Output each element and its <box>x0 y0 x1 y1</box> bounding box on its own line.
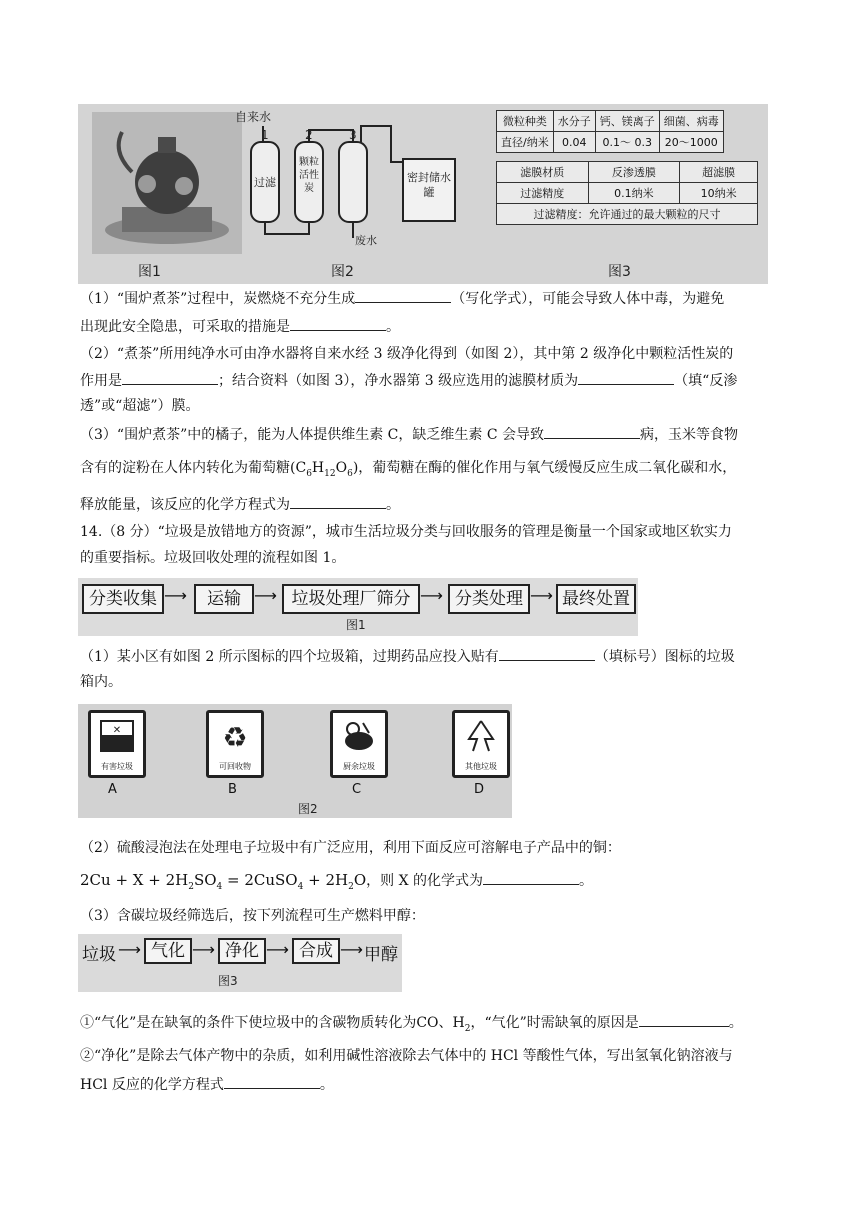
q13-part2-cont: 作用是 ；结合资料（如图 3），净水器第 3 级应选用的滤膜材质为 （填“反渗 <box>80 370 785 391</box>
co-h2-formula: CO、$H_2$ <box>416 1015 471 1034</box>
filter-stage1-label: 过滤 <box>254 176 276 189</box>
q14-sub1: ①“气化”是在缺氧的条件下使垃圾中的含碳物质转化为CO、$H_2$，“气化”时需缺氧的原因是 。 <box>80 1012 785 1039</box>
flow-step: 甲醇 <box>364 945 398 965</box>
tap-water-label: 自来水 <box>235 110 272 124</box>
flow-step: 分类收集 <box>82 584 164 614</box>
glucose-formula: $(C_6H_{12}O_6)$ <box>290 460 359 479</box>
arrow-right-icon: ⟶ <box>254 586 277 605</box>
arrow-right-icon: ⟶ <box>530 586 553 605</box>
hazardous-waste-icon: ✕ 有害垃圾 <box>88 710 146 778</box>
t1-cell: 0.1～ 0.3 <box>595 132 659 153</box>
t2-header: 反渗透膜 <box>588 162 680 183</box>
t1-cell: 直径/纳米 <box>497 132 554 153</box>
arrow-right-icon: ⟶ <box>164 586 187 605</box>
bin-letter: B <box>228 782 237 797</box>
flow-step: 合成 <box>292 938 340 964</box>
arrow-right-icon: ⟶ <box>340 940 363 959</box>
stage3-number: 3 <box>349 128 357 142</box>
q14-intro: 14.（8 分）“垃圾是放错地方的资源”，城市生活垃圾分类与回收服务的管理是衡量一个国家或地区软实力 <box>80 524 732 540</box>
q14-intro-cont: 的重要指标。垃圾回收处理的流程如图 1。 <box>80 550 346 566</box>
q14-part1-cont: 箱内。 <box>80 674 122 690</box>
recycling-flow-figure <box>78 578 638 636</box>
answer-blank[interactable] <box>290 494 386 509</box>
t2-cell: 10纳米 <box>680 183 758 204</box>
tea-stove-photo <box>92 112 242 254</box>
other-waste-icon: 其他垃圾 <box>452 710 510 778</box>
waste-water-label: 废水 <box>355 234 377 247</box>
arrow-right-icon: ⟶ <box>192 940 215 959</box>
membrane-note: 过滤精度：允许通过的最大颗粒的尺寸 <box>497 204 758 225</box>
q14-part1: （1）某小区有如图 2 所示图标的四个垃圾箱，过期药品应投入贴有 （填标号）图标的垃圾 <box>80 646 785 667</box>
answer-blank[interactable] <box>290 316 386 331</box>
q13-part1: （1）“围炉煮茶”过程中，炭燃烧不充分生成 （写化学式），可能会导致人体中毒，为避免 <box>80 288 785 309</box>
svg-text:♻: ♻ <box>222 721 248 754</box>
q13-part2-end: 透”或“超滤”）膜。 <box>80 398 200 414</box>
recyclable-icon: ♻ 可回收物 <box>206 710 264 778</box>
fig1-label: 图1 <box>138 264 161 280</box>
kitchen-waste-icon: 厨余垃圾 <box>330 710 388 778</box>
fig3-label: 图3 <box>608 264 631 280</box>
bin-letter: C <box>352 782 362 797</box>
q13-part2: （2）“煮茶”所用纯净水可由净水器将自来水经 3 级净化得到（如图 2），其中第 2 级净化中颗粒活性炭的 <box>80 346 734 362</box>
bin-letter: D <box>474 782 485 797</box>
flow-step: 垃圾处理厂筛分 <box>282 584 420 614</box>
t2-header: 滤膜材质 <box>497 162 589 183</box>
bins-figure-label: 图2 <box>298 802 318 816</box>
q14-part3: （3）含碳垃圾经筛选后，按下列流程可生产燃料甲醇： <box>80 908 425 924</box>
answer-blank[interactable] <box>122 370 218 385</box>
t1-header: 水分子 <box>553 111 595 132</box>
q14-sub2: ②“净化”是除去气体产物中的杂质，如利用碱性溶液除去气体中的 HCl 等酸性气体，写出氢氧化钠溶液与 <box>80 1048 733 1064</box>
particle-size-table <box>496 110 724 153</box>
figure-strip <box>78 104 768 284</box>
answer-blank[interactable] <box>483 870 579 885</box>
answer-blank[interactable] <box>355 288 451 303</box>
q13-part3: （3）“围炉煮茶”中的橘子，能为人体提供维生素 C，缺乏维生素 C 会导致 病，玉米等食物 <box>80 424 785 445</box>
answer-blank[interactable] <box>639 1012 729 1027</box>
flow-step: 分类处理 <box>448 584 530 614</box>
methanol-flow-figure <box>78 934 402 992</box>
flow-step: 最终处置 <box>556 584 636 614</box>
flow-step: 气化 <box>144 938 192 964</box>
bin-letter: A <box>108 782 117 797</box>
answer-blank[interactable] <box>224 1074 320 1089</box>
q13-part3-cont: 含有的淀粉在人体内转化为葡萄糖$(C_6H_{12}O_6)$，葡萄糖在酶的催化作用与氧气缓慢反应生成二氧化碳和水， <box>80 460 737 479</box>
t2-cell: 0.1纳米 <box>588 183 680 204</box>
flow3-label: 图3 <box>218 974 238 988</box>
fig2-label: 图2 <box>331 264 354 280</box>
arrow-right-icon: ⟶ <box>266 940 289 959</box>
t1-cell: 20～1000 <box>659 132 723 153</box>
storage-tank-label: 密封储水罐 <box>407 171 451 199</box>
t1-header: 微粒种类 <box>497 111 554 132</box>
answer-blank[interactable] <box>544 424 640 439</box>
flow-step: 垃圾 <box>82 945 116 965</box>
water-purifier-diagram <box>235 104 488 284</box>
q14-part2: （2）硫酸浸泡法在处理电子垃圾中有广泛应用，利用下面反应可溶解电子产品中的铜： <box>80 840 621 856</box>
copper-equation: $2Cu + X + 2H_2SO_4$ = 2CuSO$_4$ + $2H_2O$ <box>80 871 367 892</box>
stage1-number: 1 <box>261 128 269 142</box>
q13-part1-cont: 出现此安全隐患，可采取的措施是 。 <box>80 316 785 337</box>
q13-part3-end: 释放能量，该反应的化学方程式为 。 <box>80 494 785 515</box>
flow-step: 净化 <box>218 938 266 964</box>
membrane-table <box>496 161 758 225</box>
trash-bin-icons-figure <box>78 704 512 818</box>
t2-header: 超滤膜 <box>680 162 758 183</box>
svg-text:✕: ✕ <box>112 725 122 736</box>
stage2-number: 2 <box>305 128 313 142</box>
fig3-tables <box>496 110 764 280</box>
arrow-right-icon: ⟶ <box>420 586 443 605</box>
q14-part2-equation: $2Cu + X + 2H_2SO_4$ = 2CuSO$_4$ + $2H_2O$，则 X 的化学式为 。 <box>80 871 593 892</box>
flow1-label: 图1 <box>346 618 366 632</box>
t1-cell: 0.04 <box>553 132 595 153</box>
carbon-stage2-label: 颗粒活性炭 <box>299 157 319 194</box>
t2-cell: 过滤精度 <box>497 183 589 204</box>
arrow-right-icon: ⟶ <box>118 940 141 959</box>
t1-header: 细菌、病毒 <box>659 111 723 132</box>
purifier-svg <box>243 104 488 284</box>
t1-header: 钙、镁离子 <box>595 111 659 132</box>
answer-blank[interactable] <box>578 370 674 385</box>
q14-sub2-cont: HCl 反应的化学方程式 。 <box>80 1074 785 1095</box>
answer-blank[interactable] <box>499 646 595 661</box>
flow-step: 运输 <box>194 584 254 614</box>
